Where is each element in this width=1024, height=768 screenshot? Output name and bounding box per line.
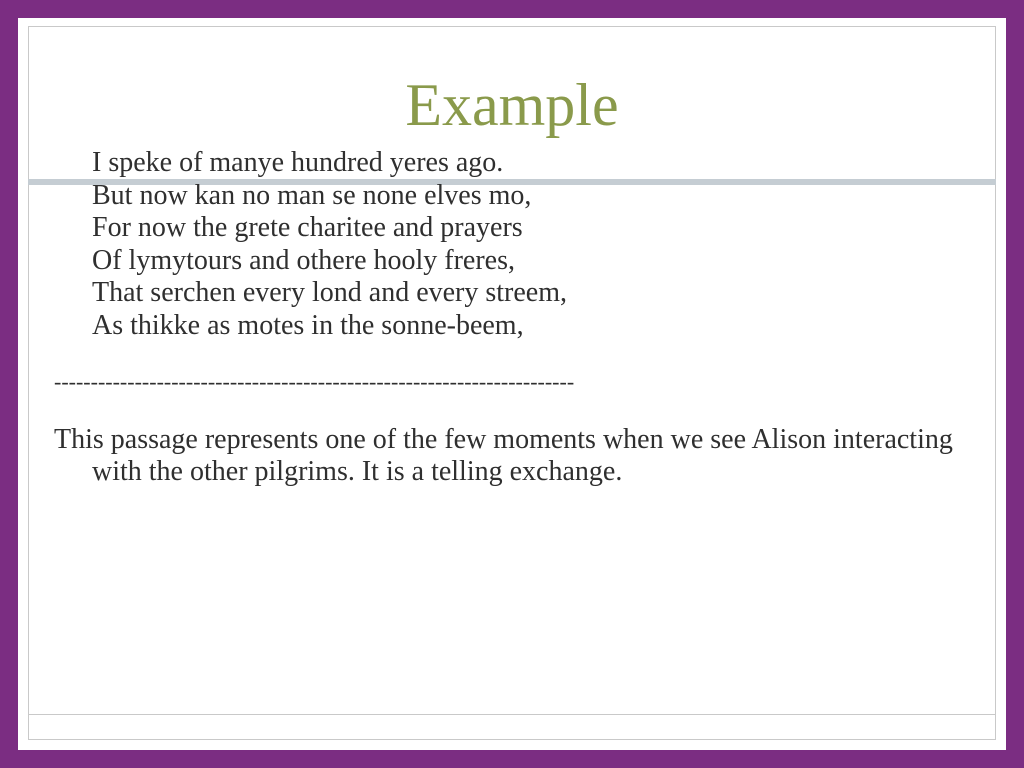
slide-title: Example [405,72,619,138]
commentary-paragraph: This passage represents one of the few moments when we see Alison interacting with the other pilgrims. It is a telling exchange. [54,424,953,487]
poem-line: For now the grete charitee and prayers [92,212,523,243]
poem-line: I speke of manye hundred yeres ago. [92,147,504,178]
poem-block [92,147,567,342]
poem-line: As thikke as motes in the sonne-beem, [92,309,524,341]
slide [18,18,1006,750]
poem-line: But now kan no man se none elves mo, [92,179,532,211]
footer-line [28,714,996,715]
poem-line: Of lymytours and othere hooly freres, [92,244,515,276]
dashed-divider: ----------------------------------------------------------------------- [54,369,575,394]
poem-line: That serchen every lond and every streem, [92,277,568,308]
